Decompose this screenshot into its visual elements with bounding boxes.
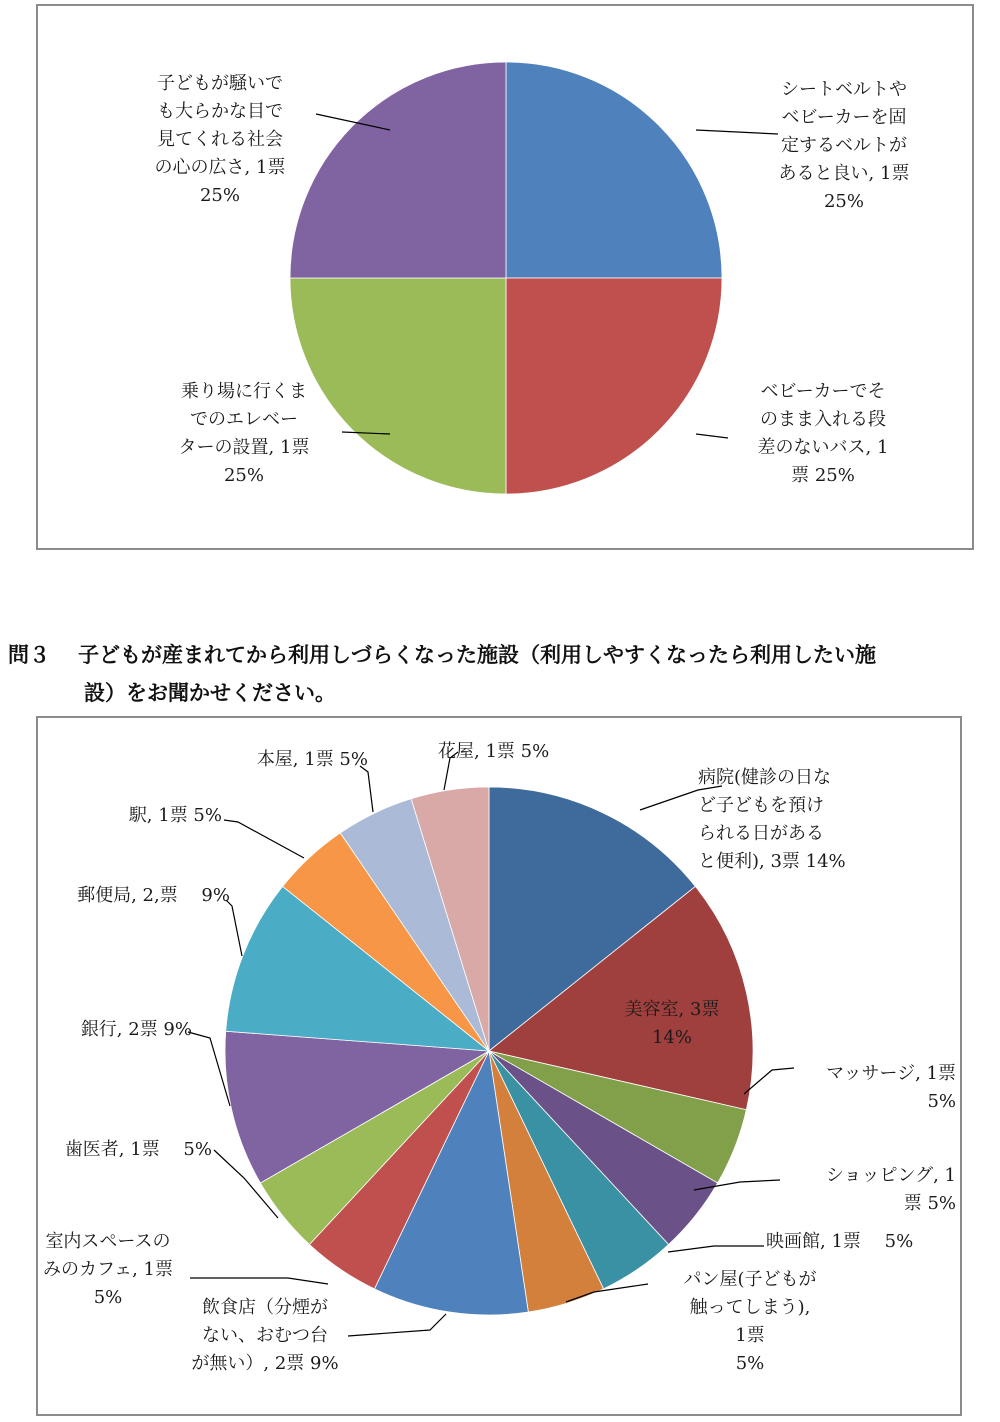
question-heading [8,636,988,712]
data-label-step-free-bus: ベビーカーでそ のまま入れる段 差のないバス, 1 票 25% [757,381,889,486]
question-text-line2: 設）をお聞かせください。 [84,681,336,705]
data-label-elevator: 乗り場に行くま でのエレベー ターの設置, 1票 25% [178,381,310,486]
question-text-line1: 子どもが産まれてから利用しづらくなった施設（利用しやすくなったら利用したい施 [78,643,876,667]
data-label-post-office: 郵便局, 2,票 9% [77,885,230,906]
chart-frame-transport [36,4,974,550]
leader-line [224,820,304,858]
data-label-dentist: 歯医者, 1票 5% [64,1139,212,1160]
data-label-indoor-cafe: 室内スペースの みのカフェ, 1票 5% [43,1231,173,1308]
data-label-tolerance: 子どもが騒いで も大らかな目で 見てくれる社会 の心の広さ, 1票 25% [154,73,286,206]
data-label-massage: マッサージ, 1票 5% [826,1063,956,1112]
data-label-restaurant: 飲食店（分煙が ない、おむつ台 が無い）, 2票 9% [191,1297,339,1374]
data-label-seatbelt: シートベルトや ベビーカーを固 定するベルトが あると良い, 1票 25% [778,79,910,212]
chart-frame-facilities [36,716,962,1416]
data-label-bank: 銀行, 2票 9% [80,1019,192,1040]
leader-line [188,1032,230,1106]
pie-slice-4 [290,62,506,278]
data-label-bakery: パン屋(子どもが 触ってしまう), 1票 5% [683,1269,817,1374]
leader-line [348,1314,446,1336]
data-label-hospital: 病院(健診の日な ど子どもを預け られる日がある と便利), 3票 14% [698,767,846,872]
data-label-shopping: ショッピング, 1 票 5% [825,1165,956,1214]
data-label-florist: 花屋, 1票 5% [438,741,550,762]
leader-line [696,434,728,438]
question-number: 問３ [8,643,50,667]
pie-slice-1 [506,62,722,278]
leader-line [190,1278,328,1284]
leader-line [668,1246,764,1252]
data-label-beauty-salon: 美容室, 3票 14% [624,999,720,1048]
data-label-station: 駅, 1票 5% [128,805,222,826]
data-label-bookstore: 本屋, 1票 5% [256,749,368,770]
data-label-cinema: 映画館, 1票 5% [766,1231,914,1252]
pie-slice-2 [506,278,722,494]
